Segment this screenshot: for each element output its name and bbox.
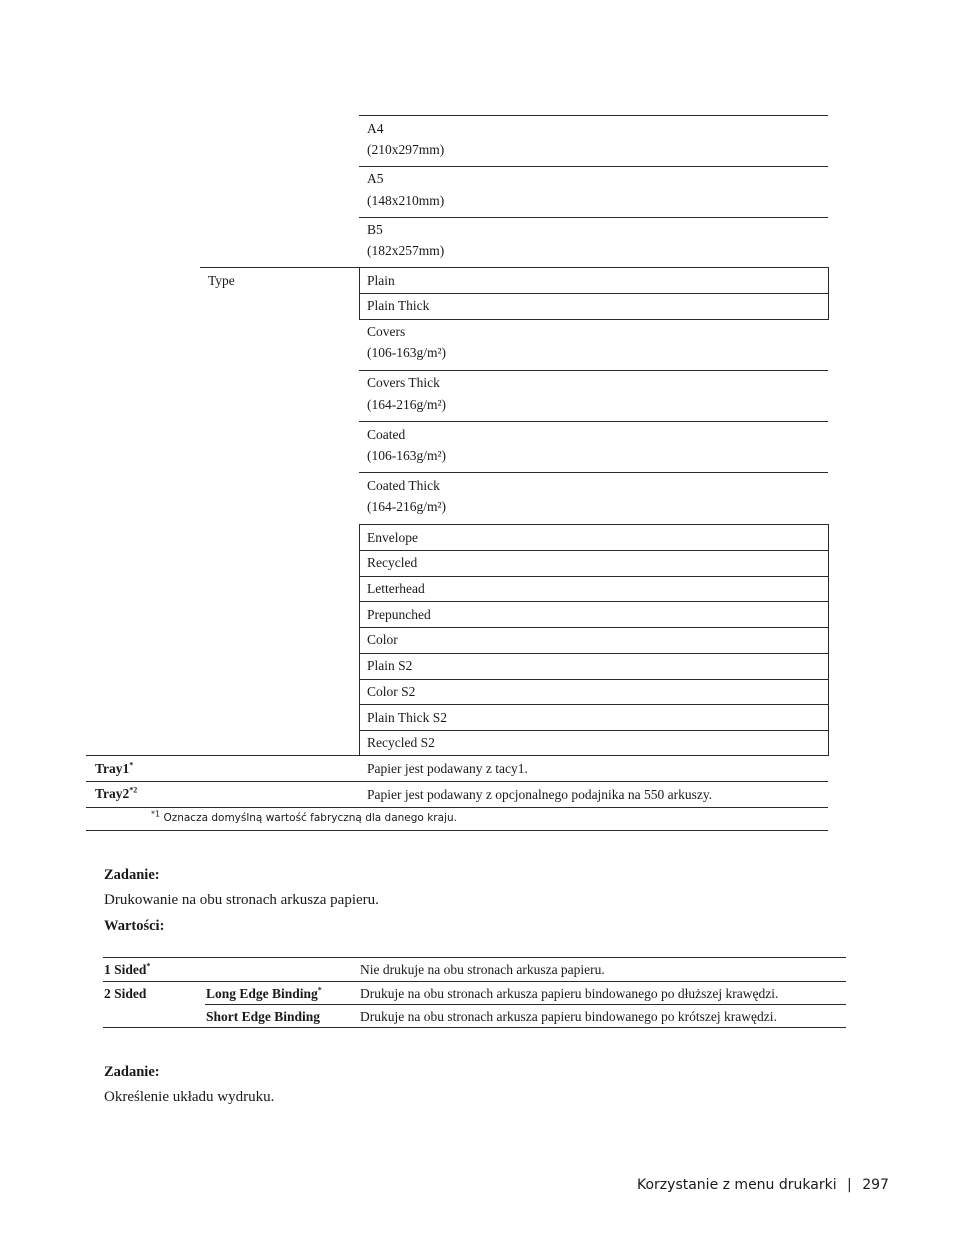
row-divider: [103, 981, 846, 982]
size-dimensions: (210x297mm): [367, 142, 445, 157]
cell-border: [359, 524, 360, 756]
type-weight: (164-216g/m²): [367, 499, 447, 514]
type-value: Plain Thick: [367, 298, 430, 313]
type-value: Plain: [367, 273, 395, 288]
type-value: Prepunched: [367, 607, 431, 622]
option-label: 1 Sided*: [104, 961, 151, 977]
type-weight: (164-216g/m²): [367, 397, 447, 412]
option-description: Drukuje na obu stronach arkusza papieru bindowanego po dłuższej krawędzi.: [360, 986, 779, 1001]
size-dimensions: (182x257mm): [367, 243, 445, 258]
tray2-description: Papier jest podawany z opcjonalnego podajnika na 550 arkuszy.: [367, 787, 713, 802]
size-name: B5: [367, 222, 383, 237]
row-divider: [359, 421, 828, 422]
row-divider: [359, 704, 828, 705]
option-description: Drukuje na obu stronach arkusza papieru bindowanego po krótszej krawędzi.: [360, 1009, 777, 1024]
row-divider: [359, 217, 828, 218]
row-divider: [86, 755, 828, 756]
footer-title: Korzystanie z menu drukarki: [637, 1177, 837, 1193]
type-value: Coated: [367, 427, 406, 442]
type-value: Envelope: [367, 530, 418, 545]
task-heading: Zadanie:: [104, 867, 160, 883]
type-value: Plain S2: [367, 658, 413, 673]
sub-option-label: Long Edge Binding*: [206, 985, 322, 1001]
tray1-description: Papier jest podawany z tacy1.: [367, 761, 528, 776]
option-description: Nie drukuje na obu stronach arkusza papieru.: [360, 962, 605, 977]
type-value: Recycled S2: [367, 735, 435, 750]
page-number: 297: [862, 1177, 889, 1193]
row-divider: [359, 319, 829, 320]
size-name: A4: [367, 121, 384, 136]
table-bottom-border: [103, 1027, 846, 1028]
page-footer: [637, 1177, 889, 1193]
footer-separator: |: [847, 1177, 852, 1193]
row-divider: [359, 524, 829, 525]
size-name: A5: [367, 171, 384, 186]
cell-border: [828, 267, 829, 320]
tray1-label: Tray1*: [95, 760, 134, 776]
row-divider: [359, 293, 828, 294]
type-value: Covers Thick: [367, 375, 440, 390]
row-divider: [86, 807, 828, 808]
table-top-border: [103, 957, 846, 958]
tray2-label: Tray2$^{*2}$: [95, 785, 138, 801]
type-value: Color S2: [367, 684, 416, 699]
task-description: Drukowanie na obu stronach arkusza papieru.: [104, 892, 379, 908]
row-divider: [359, 576, 828, 577]
row-divider: [359, 730, 828, 731]
type-value: Covers: [367, 324, 406, 339]
sub-option-label: Short Edge Binding: [206, 1009, 321, 1024]
type-weight: (106-163g/m²): [367, 448, 447, 463]
row-divider: [359, 550, 828, 551]
task-description: Określenie układu wydruku.: [104, 1089, 275, 1105]
table-bottom-border: [86, 830, 828, 831]
option-label: 2 Sided: [104, 986, 147, 1001]
row-divider: [359, 472, 828, 473]
type-label: Type: [208, 273, 235, 288]
row-divider: [359, 627, 828, 628]
row-divider: [359, 370, 828, 371]
cell-border: [828, 524, 829, 756]
row-divider: [359, 679, 828, 680]
row-divider: [359, 115, 828, 116]
row-divider: [205, 1004, 846, 1005]
type-weight: (106-163g/m²): [367, 345, 447, 360]
size-dimensions: (148x210mm): [367, 193, 445, 208]
type-value: Plain Thick S2: [367, 710, 448, 725]
row-divider: [86, 781, 828, 782]
row-divider: [359, 166, 828, 167]
type-value: Color: [367, 632, 398, 647]
values-heading: Wartości:: [104, 918, 165, 934]
row-divider: [200, 267, 828, 268]
row-divider: [359, 653, 828, 654]
type-value: Recycled: [367, 555, 418, 570]
task-heading: Zadanie:: [104, 1064, 160, 1080]
type-value: Letterhead: [367, 581, 425, 596]
row-divider: [359, 601, 828, 602]
table-footnote: $^{*1}$ Oznacza domyślną wartość fabryczną dla danego kraju.: [151, 809, 457, 824]
type-value: Coated Thick: [367, 478, 440, 493]
